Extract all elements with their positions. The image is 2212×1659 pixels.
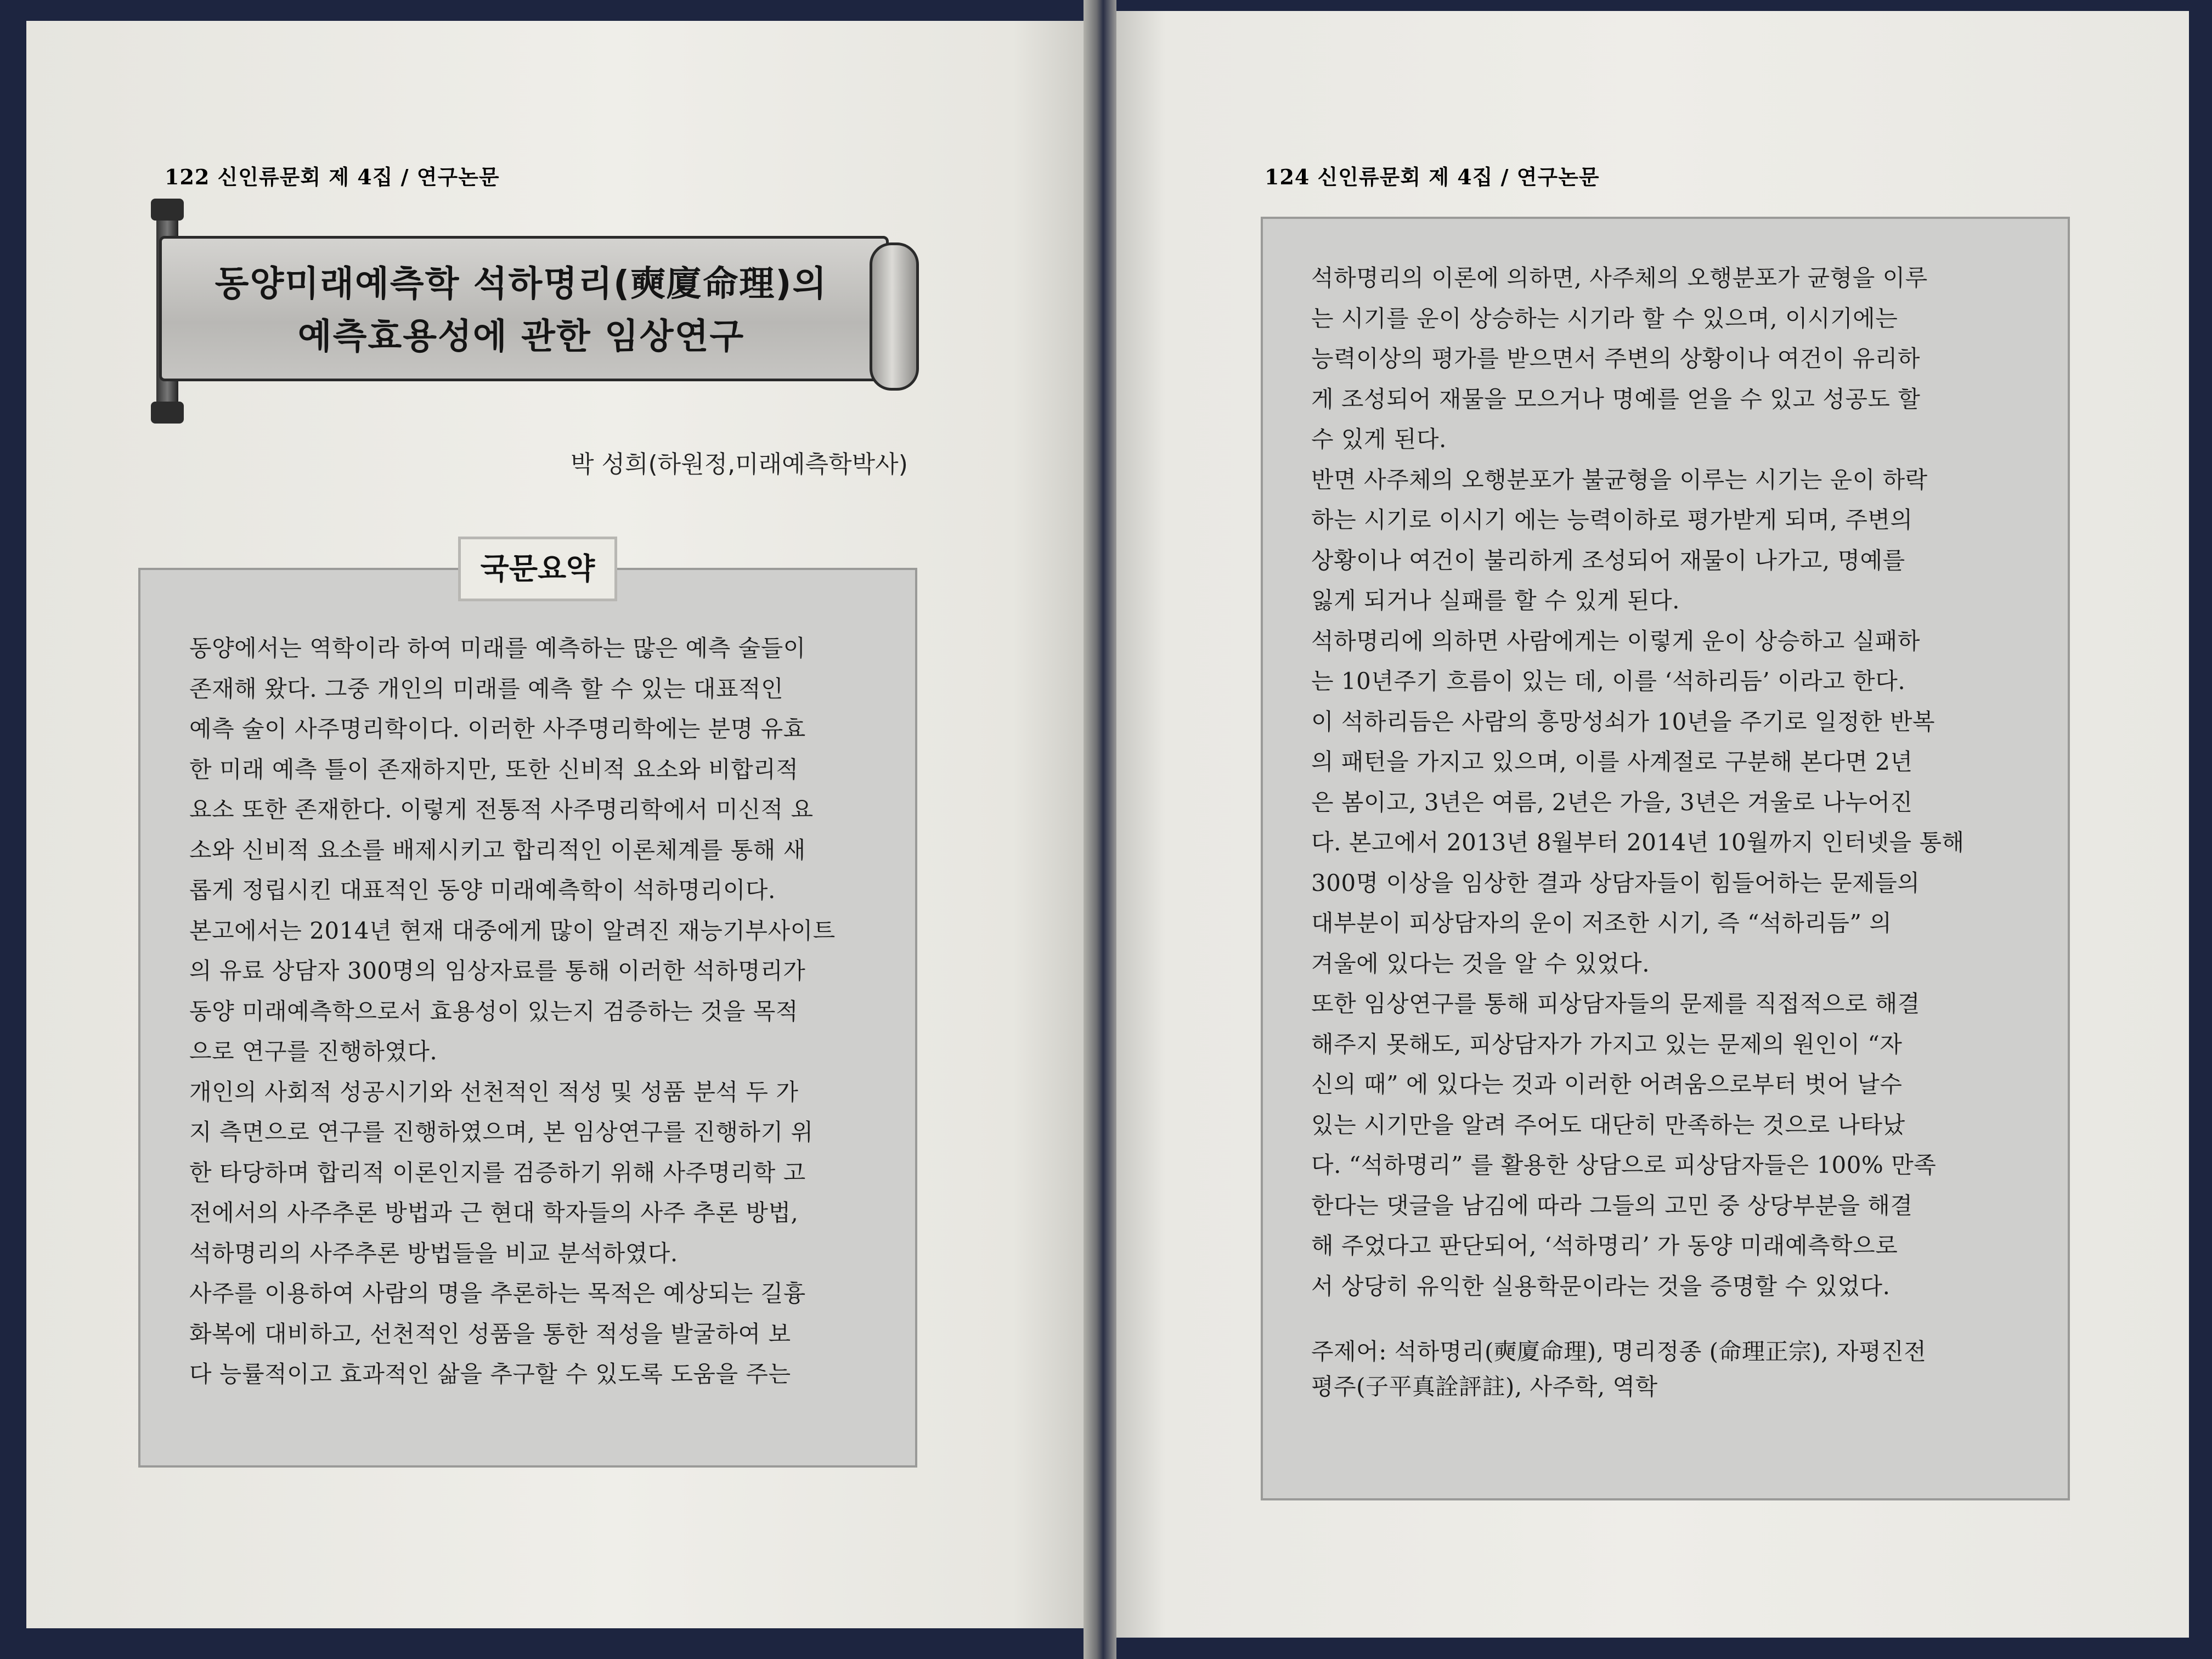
summary-line: 반면 사주체의 오행분포가 불균형을 이루는 시기는 운이 하락 bbox=[1311, 466, 1928, 493]
title-scroll-banner bbox=[137, 198, 916, 428]
summary-line: 한다는 댓글을 남김에 따라 그들의 고민 중 상당부분을 해결 bbox=[1311, 1192, 1913, 1219]
abstract-line: 동양에서는 역학이라 하여 미래를 예측하는 많은 예측 술들이 bbox=[189, 635, 806, 662]
summary-line: 해주지 못해도, 피상담자가 가지고 있는 문제의 원인이 “자 bbox=[1311, 1030, 1903, 1058]
abstract-line: 동양 미래예측학으로서 효용성이 있는지 검증하는 것을 목적 bbox=[189, 997, 798, 1025]
summary-line: 상황이나 여건이 불리하게 조성되어 재물이 나가고, 명예를 bbox=[1311, 546, 1905, 574]
summary-line: 는 시기를 운이 상승하는 시기라 할 수 있으며, 이시기에는 bbox=[1311, 304, 1898, 332]
summary-line: 수 있게 된다. bbox=[1311, 426, 1447, 453]
abstract-line: 전에서의 사주추론 방법과 근 현대 학자들의 사주 추론 방법, bbox=[189, 1199, 799, 1226]
summary-line: 하는 시기로 이시기 에는 능력이하로 평가받게 되며, 주변의 bbox=[1311, 506, 1913, 533]
summary-line: 다. 본고에서 2013년 8월부터 2014년 10월까지 인터넷을 통해 bbox=[1311, 829, 1965, 856]
summary-line: 있는 시기만을 알려 주어도 대단히 만족하는 것으로 나타났 bbox=[1311, 1111, 1905, 1138]
abstract-line: 화복에 대비하고, 선천적인 성품을 통한 적성을 발굴하여 보 bbox=[189, 1320, 791, 1347]
summary-line: 이 석하리듬은 사람의 흥망성쇠가 10년을 주기로 일정한 반복 bbox=[1311, 708, 1936, 735]
scroll-cap-top-icon bbox=[151, 199, 184, 221]
summary-line: 신의 때” 에 있다는 것과 이러한 어려움으로부터 벗어 날수 bbox=[1311, 1071, 1903, 1098]
summary-line: 다. “석하명리” 를 활용한 상담으로 피상담자들은 100% 만족 bbox=[1311, 1152, 1937, 1178]
book-gutter bbox=[1084, 0, 1116, 1659]
summary-text bbox=[1311, 258, 2035, 1306]
abstract-line: 예측 술이 사주명리학이다. 이러한 사주명리학에는 분명 유효 bbox=[189, 715, 806, 742]
abstract-line: 요소 또한 존재한다. 이렇게 전통적 사주명리학에서 미신적 요 bbox=[189, 796, 814, 823]
abstract-line: 한 미래 예측 틀이 존재하지만, 또한 신비적 요소와 비합리적 bbox=[189, 755, 799, 783]
summary-line: 의 패턴을 가지고 있으며, 이를 사계절로 구분해 본다면 2년 bbox=[1311, 748, 1913, 775]
summary-line: 능력이상의 평가를 받으면서 주변의 상황이나 여건이 유리하 bbox=[1311, 345, 1920, 372]
keywords-line-2: 평주(子平真詮評註), 사주학, 역학 bbox=[1311, 1373, 1658, 1400]
summary-line: 은 봄이고, 3년은 여름, 2년은 가을, 3년은 겨울로 나누어진 bbox=[1311, 788, 1913, 816]
abstract-line: 개인의 사회적 성공시기와 선천적인 적성 및 성품 분석 두 가 bbox=[189, 1078, 799, 1105]
keywords bbox=[1311, 1334, 2035, 1404]
author-line: 박 성희(하원정,미래예측학박사) bbox=[571, 450, 908, 478]
summary-line: 는 10년주기 흐름이 있는 데, 이를 ‘석하리듬’ 이라고 한다. bbox=[1311, 668, 1906, 695]
summary-line: 300명 이상을 임상한 결과 상담자들이 힘들어하는 문제들의 bbox=[1311, 869, 1920, 896]
summary-line: 또한 임상연구를 통해 피상담자들의 문제를 직접적으로 해결 bbox=[1311, 990, 1920, 1017]
abstract-text bbox=[189, 628, 886, 1395]
abstract-line: 소와 신비적 요소를 배제시키고 합리적인 이론체계를 통해 새 bbox=[189, 836, 806, 864]
summary-line: 대부분이 피상담자의 운이 저조한 시기, 즉 “석하리듬” 의 bbox=[1311, 910, 1892, 936]
article-title bbox=[159, 258, 883, 363]
abstract-line: 지 측면으로 연구를 진행하였으며, 본 임상연구를 진행하기 위 bbox=[189, 1119, 814, 1146]
abstract-line: 사주를 이용하여 사람의 명을 추론하는 목적은 예상되는 길흉 bbox=[189, 1280, 806, 1307]
summary-line: 해 주었다고 판단되어, ‘석하명리’ 가 동양 미래예측학으로 bbox=[1311, 1232, 1898, 1259]
scroll-cap-bottom-icon bbox=[151, 402, 184, 424]
summary-line: 석하명리에 의하면 사람에게는 이렇게 운이 상승하고 실패하 bbox=[1311, 627, 1920, 654]
summary-line: 게 조성되어 재물을 모으거나 명예를 얻을 수 있고 성공도 할 bbox=[1311, 385, 1921, 413]
abstract-line: 존재해 왔다. 그중 개인의 미래를 예측 할 수 있는 대표적인 bbox=[189, 675, 784, 702]
abstract-line: 의 유료 상담자 300명의 임상자료를 통해 이러한 석하명리가 bbox=[189, 957, 806, 984]
abstract-line: 석하명리의 사주추론 방법들을 비교 분석하였다. bbox=[189, 1239, 678, 1267]
abstract-line: 본고에서는 2014년 현재 대중에게 많이 알려진 재능기부사이트 bbox=[189, 917, 836, 944]
abstract-line: 한 타당하며 합리적 이론인지를 검증하기 위해 사주명리학 고 bbox=[189, 1159, 806, 1186]
title-line-2: 예측효용성에 관한 임상연구 bbox=[297, 317, 745, 357]
right-running-head: 124 신인류문회 제 4집 / 연구논문 bbox=[1265, 165, 1600, 189]
summary-line: 겨울에 있다는 것을 알 수 있었다. bbox=[1311, 950, 1650, 977]
summary-line: 석하명리의 이론에 의하면, 사주체의 오행분포가 균형을 이루 bbox=[1311, 264, 1928, 291]
abstract-label: 국문요약 bbox=[458, 537, 617, 601]
title-line-1: 동양미래예측학 석하명리(奭廈命理)의 bbox=[215, 264, 828, 304]
summary-line: 서 상당히 유익한 실용학문이라는 것을 증명할 수 있었다. bbox=[1311, 1272, 1891, 1300]
summary-line: 잃게 되거나 실패를 할 수 있게 된다. bbox=[1311, 587, 1680, 614]
abstract-line: 다 능률적이고 효과적인 삶을 추구할 수 있도록 도움을 주는 bbox=[189, 1361, 791, 1387]
abstract-line: 으로 연구를 진행하였다. bbox=[189, 1038, 438, 1065]
left-running-head: 122 신인류문회 제 4집 / 연구논문 bbox=[165, 165, 500, 189]
keywords-line-1: 주제어: 석하명리(奭廈命理), 명리정종 (命理正宗), 자평진전 bbox=[1311, 1338, 1927, 1365]
abstract-line: 롭게 정립시킨 대표적인 동양 미래예측학이 석하명리이다. bbox=[189, 877, 776, 904]
